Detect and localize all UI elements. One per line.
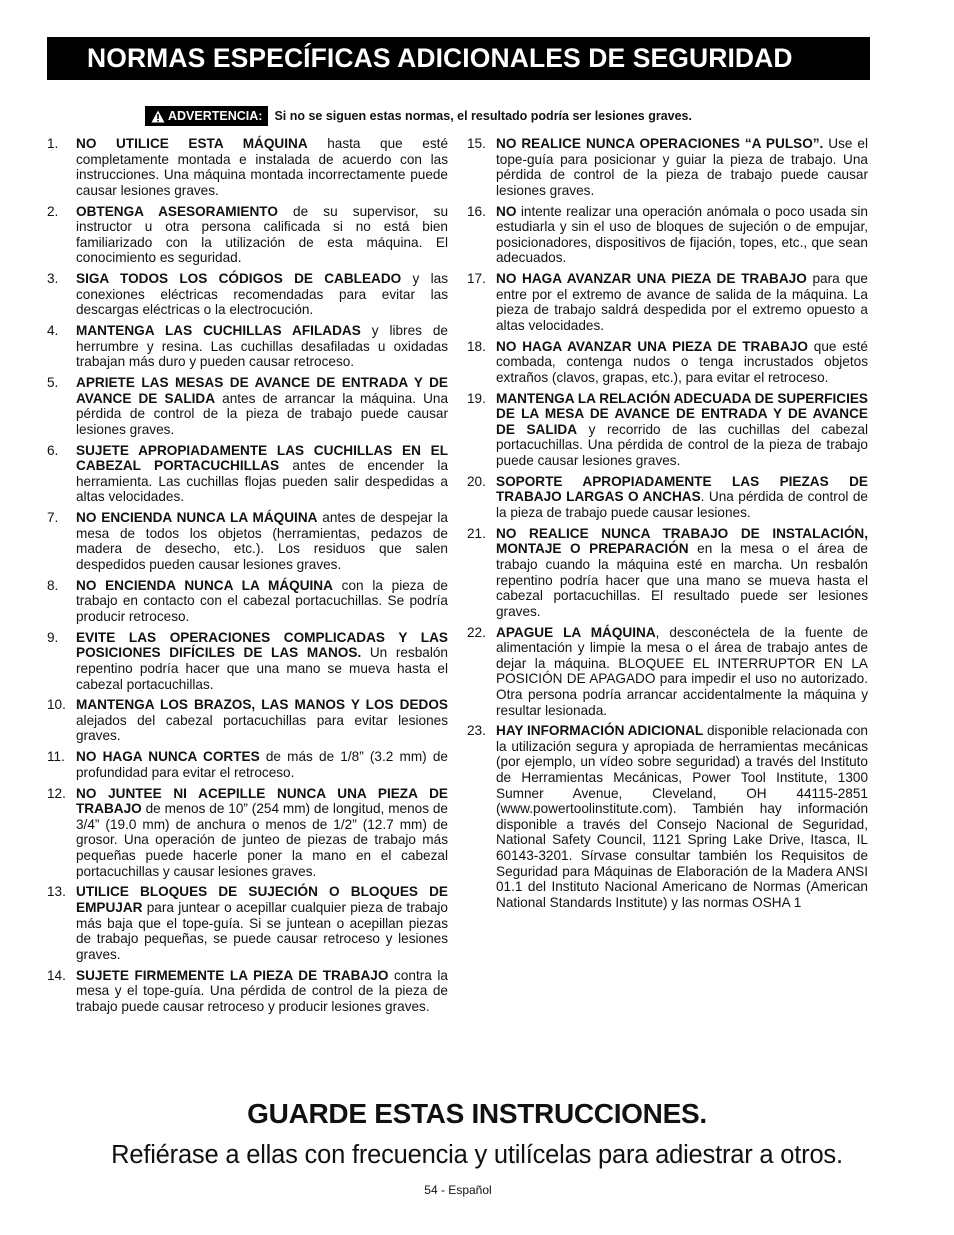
item-text xyxy=(496,625,868,719)
item-body: con la pieza de trabajo en contacto con el cabezal portacuchillas. Se podría producir retroceso. xyxy=(76,577,448,624)
list-item xyxy=(47,510,448,572)
item-text xyxy=(76,630,448,692)
item-bold-lead: EVITE LAS OPERACIONES COMPLICADAS Y LAS POSICIONES DIFÍCILES DE LAS MANOS. xyxy=(76,629,448,661)
list-item xyxy=(47,630,448,692)
item-bold-lead: NO REALICE NUNCA OPERACIONES “A PULSO”. xyxy=(496,136,824,151)
item-bold-lead: NO ENCIENDA NUNCA LA MÁQUINA xyxy=(76,510,318,526)
item-bold-lead: SOPORTE APROPIADAMENTE LAS PIEZAS DE TRABAJO LARGAS O ANCHAS xyxy=(496,473,868,505)
item-number: 4. xyxy=(47,323,59,339)
page-title: NORMAS ESPECÍFICAS ADICIONALES DE SEGURIDAD xyxy=(87,43,793,73)
list-item xyxy=(467,723,868,910)
item-text xyxy=(76,786,448,880)
item-text xyxy=(76,697,448,744)
item-bold-lead: UTILICE BLOQUES DE SUJECIÓN O BLOQUES DE EMPUJAR xyxy=(76,884,448,915)
item-bold-lead: APRIETE LAS MESAS DE AVANCE DE ENTRADA Y DE AVANCE DE SALIDA xyxy=(76,375,448,406)
item-text xyxy=(76,884,448,962)
item-number: 22. xyxy=(467,624,486,640)
warning-line xyxy=(145,105,845,127)
list-item xyxy=(47,697,448,744)
item-number: 9. xyxy=(47,629,59,645)
item-bold-lead: NO JUNTEE NI ACEPILLE NUNCA UNA PIEZA DE TRABAJO xyxy=(76,785,448,817)
list-item xyxy=(467,204,868,266)
item-text xyxy=(496,391,868,469)
item-bold-lead: NO REALICE NUNCA TRABAJO DE INSTALACIÓN, MONTAJE O PREPARACIÓN xyxy=(496,525,868,557)
item-text xyxy=(76,375,448,437)
item-text xyxy=(76,578,448,625)
item-text xyxy=(76,510,448,572)
list-item xyxy=(47,375,448,437)
item-number: 11. xyxy=(47,749,65,765)
item-body: en la mesa o el área de trabajo cuando la máquina esté en marcha. Un resbalón repentino podría hacer que una mano se mueva hasta el cabezal portacuchillas. El resultado puede ser lesiones graves. xyxy=(496,541,868,619)
item-text xyxy=(76,271,448,318)
page-number: 54 - Español xyxy=(424,1183,492,1197)
item-text xyxy=(76,136,448,198)
item-text xyxy=(496,526,868,620)
item-body: antes de encender la herramienta. Las cuchillas flojas pueden salir despedidas a altas velocidades. xyxy=(76,458,449,505)
list-item xyxy=(467,136,868,198)
footer-subtitle: Refiérase a ellas con frecuencia y utilícelas para adiestrar a otros. xyxy=(111,1141,843,1169)
item-bold-lead: MANTENGA LAS CUCHILLAS AFILADAS xyxy=(76,323,361,339)
item-text xyxy=(496,339,868,386)
item-bold-lead: OBTENGA ASESORAMIENTO xyxy=(76,203,278,219)
header-bar xyxy=(47,37,870,80)
item-body: antes de despejar la mesa de todos los objetos (herramientas, pedazos de madera de desecho, etc.). Los residuos que salen despedidos pueden causar lesiones graves. xyxy=(76,510,448,572)
list-item xyxy=(47,578,448,625)
item-number: 20. xyxy=(467,473,486,489)
footer-title: GUARDE ESTAS INSTRUCCIONES. xyxy=(247,1098,707,1129)
warning-text: Si no se siguen estas normas, el resultado podría ser lesiones graves. xyxy=(274,109,692,123)
item-body: . Una pérdida de control de la pieza de trabajo puede causar lesiones. xyxy=(496,489,868,520)
list-item xyxy=(467,474,868,521)
item-number: 13. xyxy=(47,884,66,900)
item-bold-lead: NO HAGA AVANZAR UNA PIEZA DE TRABAJO xyxy=(496,338,808,354)
item-body: alejados del cabezal portacuchillas para evitar lesiones graves. xyxy=(76,712,448,744)
list-item xyxy=(47,749,448,780)
list-item xyxy=(467,391,868,469)
list-item xyxy=(47,271,448,318)
item-text xyxy=(76,323,448,370)
item-number: 2. xyxy=(47,203,59,219)
warning-triangle-icon xyxy=(151,110,165,123)
list-item xyxy=(47,786,448,880)
item-text xyxy=(496,204,868,266)
item-text xyxy=(496,136,868,198)
list-item xyxy=(467,271,868,333)
list-item xyxy=(47,136,448,198)
item-bold-lead: NO xyxy=(496,203,517,219)
item-body: para juntear o acepillar cualquier pieza de trabajo más baja que el tope-guía. Si se juntean o acepillan piezas de trabajo pequeñas, se puede causar retroceso y lesiones graves. xyxy=(76,899,448,962)
item-number: 16. xyxy=(467,203,486,219)
item-number: 18. xyxy=(467,338,486,354)
warning-badge xyxy=(145,106,268,126)
item-bold-lead: MANTENGA LOS BRAZOS, LAS MANOS Y LOS DEDOS xyxy=(76,697,448,713)
item-number: 8. xyxy=(47,577,59,593)
item-bold-lead: SIGA TODOS LOS CÓDIGOS DE CABLEADO xyxy=(76,271,402,287)
item-text xyxy=(496,723,868,910)
item-number: 19. xyxy=(467,390,486,406)
item-bold-lead: MANTENGA LA RELACIÓN ADECUADA DE SUPERFICIES DE LA MESA DE AVANCE DE ENTRADA Y DE AVANCE DE SALIDA xyxy=(496,390,868,437)
list-item xyxy=(47,204,448,266)
item-number: 1. xyxy=(47,136,59,151)
item-body: y recorrido de las cuchillas del cabezal portacuchillas. Una pérdida de control de la pieza de trabajo puede causar lesiones graves. xyxy=(496,421,868,469)
item-body: intente realizar una operación anómala o poco usada sin estudiarla y sin el uso de bloques de sujeción o de empujar, posicionadores, dispositivos de fijación, topes, etc., que sean adecuados. xyxy=(496,203,868,266)
item-text xyxy=(496,474,868,521)
item-number: 14. xyxy=(47,967,66,983)
item-number: 3. xyxy=(47,271,59,287)
list-item xyxy=(47,968,448,1015)
item-bold-lead: NO ENCIENDA NUNCA LA MÁQUINA xyxy=(76,577,333,593)
item-bold-lead: APAGUE LA MÁQUINA xyxy=(496,624,656,640)
left-column xyxy=(47,136,448,1020)
item-text xyxy=(76,204,448,266)
list-item xyxy=(467,339,868,386)
item-number: 6. xyxy=(47,442,59,458)
list-item xyxy=(467,625,868,719)
item-bold-lead: SUJETE FIRMEMENTE LA PIEZA DE TRABAJO xyxy=(76,967,389,983)
item-text xyxy=(76,749,448,780)
list-item xyxy=(47,443,448,505)
item-bold-lead: NO HAGA NUNCA CORTES xyxy=(76,749,260,765)
item-body: hasta que esté completamente montada e instalada de acuerdo con las instrucciones. Una máquina montada incorrectamente puede causar lesiones graves. xyxy=(76,136,448,198)
item-body: de menos de 10” (254 mm) de longitud, menos de 3/4” (19.0 mm) de anchura o menos de 1/2” (12.7 mm) de grosor. Una operación de junteo de piezas de trabajo más pequeñas puede hacerle poner la mano en el cabezal portacuchillas y causar lesiones graves. xyxy=(76,801,448,879)
item-text xyxy=(76,968,448,1015)
item-number: 7. xyxy=(47,510,59,526)
item-bold-lead: SUJETE APROPIADAMENTE LAS CUCHILLAS EN EL CABEZAL PORTACUCHILLAS xyxy=(76,442,448,474)
item-body: Un resbalón repentino podría hacer que una mano se mueva hasta el cabezal portacuchillas. xyxy=(76,645,448,692)
item-body: contra la mesa y el tope-guía. Una pérdida de control de la pieza de trabajo puede causar retroceso y producir lesiones graves. xyxy=(76,967,448,1014)
item-body: para que entre por el extremo de avance de salida de la máquina. La pieza de trabajo saldrá despedida por el extremo opuesto a altas velocidades. xyxy=(496,271,868,333)
item-number: 12. xyxy=(47,785,66,801)
item-bold-lead: HAY INFORMACIÓN ADICIONAL xyxy=(496,723,704,739)
warning-badge-label: ADVERTENCIA: xyxy=(168,109,263,123)
list-item xyxy=(47,884,448,962)
item-body: que esté combada, contenga nudos o tenga incrustados objetos extraños (clavos, grapas, etc.), para evitar el retroceso. xyxy=(496,338,868,385)
item-body: disponible relacionada con la utilización segura y apropiada de herramientas mecánicas (por ejemplo, un vídeo sobre seguridad) a través del Instituto de Herramientas Mecánicas, Power Tool Institute, 1300 Sumner Avenue, Cleveland, OH 44115-2851 (www.powertoolinstitute.com). También hay información disponible a través del Consejo Nacional de Seguridad, National Safety Council, 1121 Spring Lake Drive, Itasca, IL 60143-3201. Sírvase consultar también los Requisitos de Seguridad para Máquinas de Elaboración de la Madera ANSI 01.1 del Instituto Nacional Americano de Normas (American National Standards Institute) y las normas OSHA 1 xyxy=(496,723,868,910)
list-item xyxy=(467,526,868,620)
item-body: Use el tope-guía para posicionar y guiar la pieza de trabajo. Una pérdida de control de la pieza de trabajo puede causar lesiones graves. xyxy=(496,136,868,198)
item-number: 5. xyxy=(47,375,59,391)
list-item xyxy=(47,323,448,370)
item-number: 21. xyxy=(467,525,486,541)
item-body: y las conexiones eléctricas recomendadas para evitar las descargas eléctricas o la electrocución. xyxy=(76,271,448,318)
item-number: 10. xyxy=(47,697,66,713)
item-text xyxy=(76,443,448,505)
item-bold-lead: NO HAGA AVANZAR UNA PIEZA DE TRABAJO xyxy=(496,271,807,287)
item-bold-lead: NO UTILICE ESTA MÁQUINA xyxy=(76,136,308,151)
right-column xyxy=(467,136,868,916)
item-body: , desconéctela de la fuente de alimentación y limpie la mesa o el área de trabajo antes de dejar la máquina. BLOQUEE EL INTERRUPTOR EN LA POSICIÓN DE APAGADO para impedir el uso no autorizado. Otra persona podría arrancar accidentalmente la máquina y resultar lesionada. xyxy=(496,624,869,718)
item-body: y libres de herrumbre y resina. Las cuchillas desafiladas u oxidadas trabajan más duro y pueden causar retroceso. xyxy=(76,323,448,370)
item-number: 15. xyxy=(467,136,486,151)
item-number: 23. xyxy=(467,723,486,739)
item-text xyxy=(496,271,868,333)
item-body: antes de arrancar la máquina. Una pérdida de control de la pieza de trabajo puede causar lesiones graves. xyxy=(76,390,449,437)
item-body: de más de 1/8” (3.2 mm) de profundidad para evitar el retroceso. xyxy=(76,749,448,780)
item-number: 17. xyxy=(467,271,486,287)
item-body: de su supervisor, su instructor u otra persona calificada si no está bien familiarizado con la utilización de esta máquina. El conocimiento es seguridad. xyxy=(76,203,448,266)
